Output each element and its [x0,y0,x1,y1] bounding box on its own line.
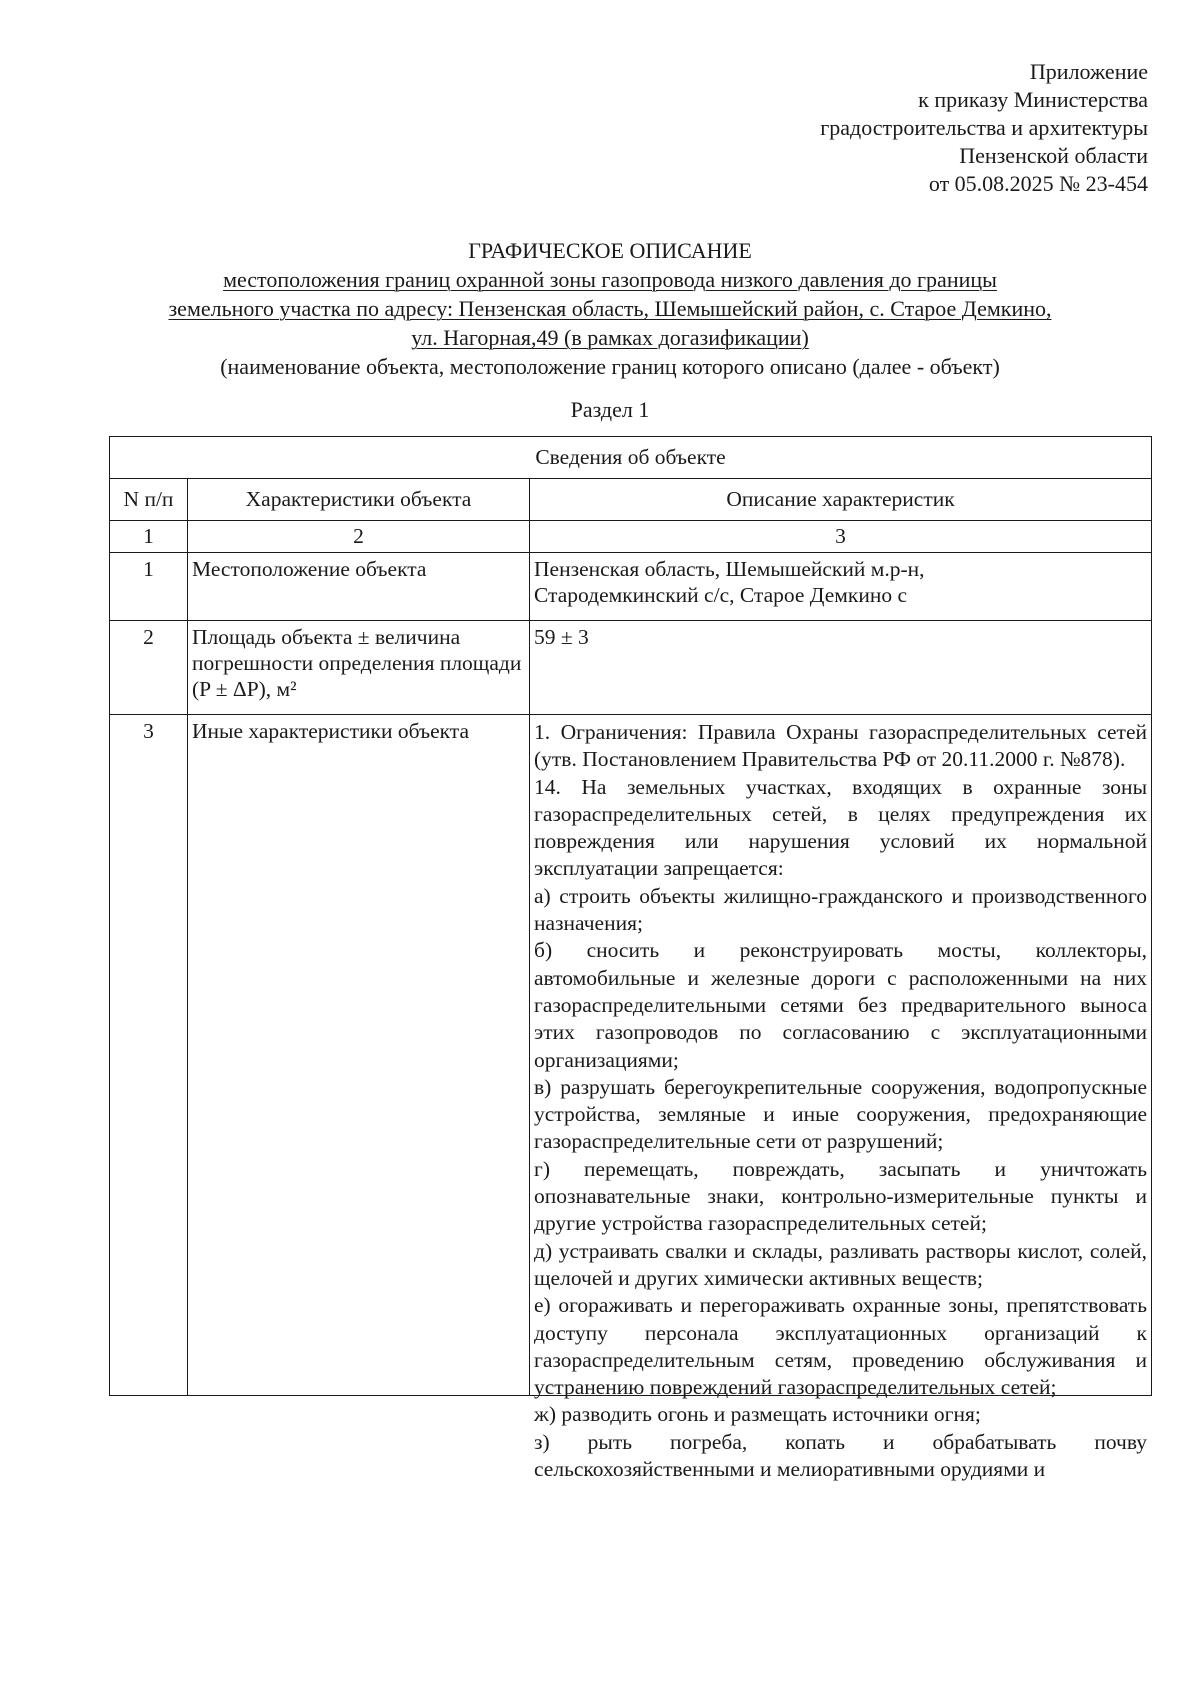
object-name-line: ул. Нагорная,49 (в рамках догазификации) [411,325,809,350]
restriction-paragraph: 14. На земельных участках, входящих в охранные зоны газораспределительных сетей, в целях предупреждения их повреждения или нарушения условий их нормальной эксплуатации запрещается: [534,774,1148,881]
restriction-paragraph: г) перемещать, повреждать, засыпать и уничтожать опознавательные знаки, контрольно-измерительные пункты и другие устройства газораспределительных сетей; [534,1156,1148,1236]
column-number-row [110,521,1152,553]
document-heading: ГРАФИЧЕСКОЕ ОПИСАНИЕ [468,238,752,263]
table-header-row [110,479,1152,521]
restriction-paragraph: з) рыть погреба, копать и обрабатывать почву сельскохозяйственными и мелиоративными орудиями и [534,1429,1148,1482]
restriction-paragraph: б) сносить и реконструировать мосты, коллекторы, автомобильные и железные дороги с расположенными на них газораспределительными сетями без предварительного выноса этих газопроводов по согласованию с эксплуатационными организациями; [534,938,1148,1072]
restriction-paragraph: ж) разводить огонь и размещать источники огня; [534,1402,981,1427]
approval-line: Пензенской области [959,143,1148,168]
table-row [110,553,1152,621]
header-cell-characteristic: Характеристики объекта [188,479,530,521]
table-caption-row [110,437,1152,479]
section-label: Раздел 1 [570,397,650,422]
restriction-paragraph: 1. Ограничения: Правила Охраны газораспределительных сетей (утв. Постановлением Правительства РФ от 20.11.2000 г. №878). [534,720,1148,772]
object-name-note: (наименование объекта, местоположение границ которого описано (далее - объект) [220,354,1000,379]
restriction-paragraph: в) разрушать берегоукрепительные сооружения, водопропускные устройства, земляные и иные сооружения, предохраняющие газораспределительные сети от разрушений; [534,1074,1148,1154]
table-row [110,715,1152,1396]
approval-line: градостроительства и архитектуры [820,115,1148,140]
row-characteristic: Площадь объекта ± величина погрешности определения площади (P ± ΔP), м² [188,621,530,715]
row-description: 59 ± 3 [530,621,1152,715]
document-title-block [70,236,1150,381]
approval-date-line: от 05.08.2025 № 23-454 [928,171,1148,196]
object-info-table [109,436,1152,1482]
restriction-paragraph: д) устраивать свалки и склады, разливать растворы кислот, солей, щелочей и других химически активных веществ; [534,1238,1148,1290]
column-number: 2 [188,521,530,553]
description-line: Пензенская область, Шемышейский м.р-н, [534,557,925,581]
table-row [110,621,1152,715]
row-characteristic: Местоположение объекта [188,553,530,621]
header-cell-description: Описание характеристик [530,479,1152,521]
header-cell-number: N п/п [110,479,188,521]
row-number: 1 [110,553,188,621]
approval-line: Приложение [1029,59,1148,84]
table-caption: Сведения об объекте [110,437,1152,479]
approval-block [628,58,1148,198]
restrictions-text [534,719,1148,1482]
column-number: 1 [110,521,188,553]
row-description [530,553,1152,621]
restriction-paragraph: е) огораживать и перегораживать охранные зоны, препятствовать доступу персонала эксплуатационных организаций к газораспределительным сетям, проведению обслуживания и устранению повреждений газораспределительных сетей; [534,1293,1148,1400]
object-name-line: местоположения границ охранной зоны газопровода низкого давления до границы [223,267,997,292]
row-description [530,715,1152,1482]
row-number: 3 [110,715,188,1396]
object-name-line: земельного участка по адресу: Пензенская область, Шемышейский район, с. Старое Демкино, [168,296,1052,321]
approval-line: к приказу Министерства [918,87,1148,112]
description-line: Стародемкинский с/с, Старое Демкино с [534,582,908,607]
row-number: 2 [110,621,188,715]
row-characteristic: Иные характеристики объекта [188,715,530,1396]
column-number: 3 [530,521,1152,553]
restriction-paragraph: а) строить объекты жилищно-гражданского и производственного назначения; [534,883,1148,936]
